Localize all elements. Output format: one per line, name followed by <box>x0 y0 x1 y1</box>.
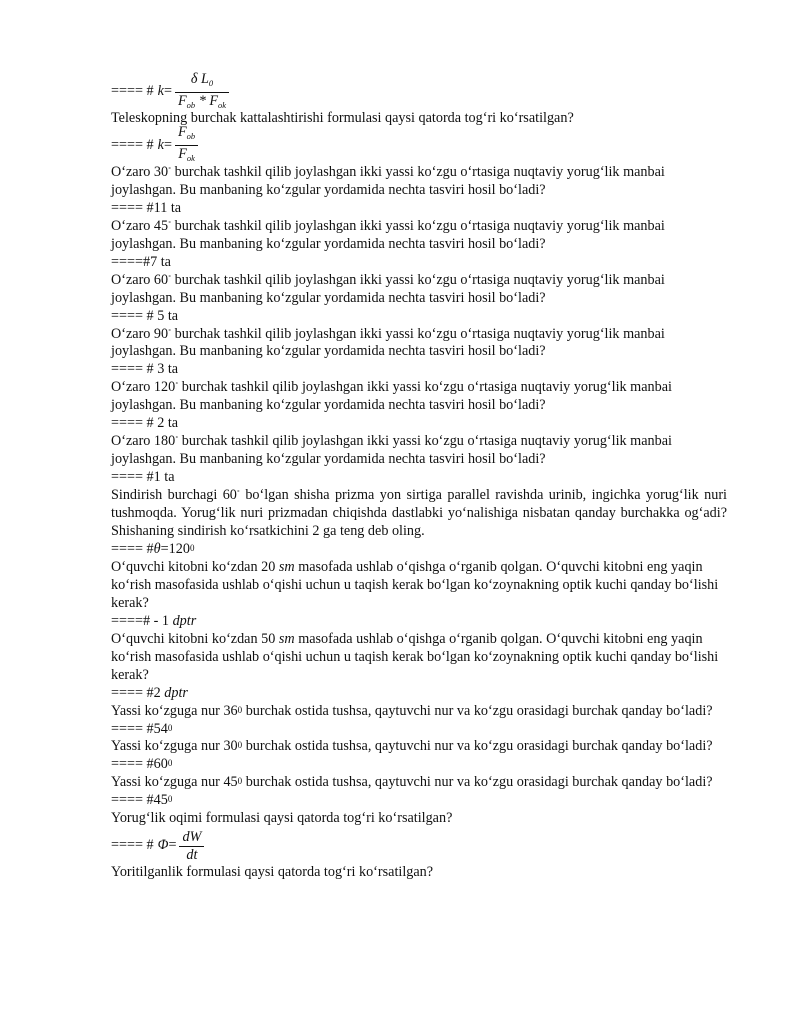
formula-answer-flux <box>111 828 727 864</box>
question-telescope: Teleskopning burchak kattalashtirishi formulasi qaysi qatorda tog‘ri ko‘rsatilgan? <box>111 110 574 126</box>
answer-line: ==== $\#60^0$ <box>111 756 173 773</box>
fraction-denominator: $F_{ob} * F_{ok}$ <box>177 92 227 110</box>
answer-line: ==== $\#54^0$ <box>111 720 173 737</box>
answer-line: ==== #11 ta <box>111 199 182 216</box>
equals-sign: = <box>163 83 172 100</box>
question-mirror: O‘zaro 180˚ burchak tashkil qilib joylashgan ikki yassi ko‘zgu o‘rtasiga nuqtaviy yorug‘lik manbai joylashgan. Bu manbaning ko‘zgular yordamida nechta tasviri hosil bo‘ladi? <box>111 433 672 468</box>
question-mirror: O‘zaro 45˚ burchak tashkil qilib joylashgan ikki yassi ko‘zgu o‘rtasiga nuqtaviy yorug‘lik manbai joylashgan. Bu manbaning ko‘zgular yordamida nechta tasviri hosil bo‘ladi? <box>111 217 665 252</box>
formula-variable: k <box>157 83 164 100</box>
question-glasses-1: O‘quvchi kitobni ko‘zdan 20 sm masofada ushlab o‘qishga o‘rganib qolgan. O‘quvchi kitobni eng yaqin ko‘rish masofasida ushlab o‘qishi uchun u taqish kerak bo‘lgan ko‘zoynakning optik kuchi qanday bo‘lishi kerak? <box>111 558 719 611</box>
formula-fraction <box>179 829 204 864</box>
question-glasses-2: O‘quvchi kitobni ko‘zdan 50 sm masofada ushlab o‘qishga o‘rganib qolgan. O‘quvchi kitobni eng yaqin ko‘rish masofasida ushlab o‘qishi uchun u taqish kerak bo‘lgan ko‘zoynakning optik kuchi qanday bo‘lishi kerak? <box>111 630 719 683</box>
reflection-questions <box>111 703 727 811</box>
equals-sign: = <box>163 136 172 153</box>
answer-marker: ==== # <box>111 136 154 153</box>
answer-prism: ==== $\#\theta=120^0$ <box>111 540 195 557</box>
answer-line: ==== $\#45^0$ <box>111 792 173 809</box>
formula-variable: Φ <box>157 837 169 854</box>
fraction-denominator: $F_{ok}$ <box>178 146 195 164</box>
answer-marker: ==== # <box>111 83 154 100</box>
formula-fraction <box>175 71 229 114</box>
question-reflection: Yassi ko‘zguga nur $30^0$ burchak ostida tushsa, qaytuvchi nur va ko‘zgu orasidagi burchak qanday bo‘ladi? <box>111 738 713 755</box>
answer-glasses-2: ==== #2 dptr <box>111 684 188 701</box>
answer-line: ==== # 5 ta <box>111 307 179 324</box>
question-flux: Yorug‘lik oqimi formulasi qaysi qatorda tog‘ri ko‘rsatilgan? <box>111 810 453 827</box>
question-mirror: O‘zaro 90˚ burchak tashkil qilib joylashgan ikki yassi ko‘zgu o‘rtasiga nuqtaviy yorug‘lik manbai joylashgan. Bu manbaning ko‘zgular yordamida nechta tasviri hosil bo‘ladi? <box>111 325 665 360</box>
answer-line: ====#7 ta <box>111 253 171 270</box>
formula-answer-1 <box>111 70 727 110</box>
formula-answer-2 <box>111 124 727 164</box>
answer-glasses-1: ====# - 1 dptr <box>111 612 197 629</box>
fraction-numerator: dW <box>179 829 204 847</box>
question-illuminance: Yoritilganlik formulasi qaysi qatorda tog‘ri ko‘rsatilgan? <box>111 864 434 881</box>
answer-line: ==== # 3 ta <box>111 361 179 378</box>
answer-line: ==== #1 ta <box>111 469 175 486</box>
question-reflection: Yassi ko‘zguga nur $36^0$ burchak ostida tushsa, qaytuvchi nur va ko‘zgu orasidagi burchak qanday bo‘ladi? <box>111 702 713 719</box>
question-mirror: O‘zaro 120˚ burchak tashkil qilib joylashgan ikki yassi ko‘zgu o‘rtasiga nuqtaviy yorug‘lik manbai joylashgan. Bu manbaning ko‘zgular yordamida nechta tasviri hosil bo‘ladi? <box>111 379 672 414</box>
document-page <box>111 70 727 882</box>
fraction-denominator: dt <box>186 846 198 863</box>
answer-marker: ==== # <box>111 837 154 854</box>
question-reflection: Yassi ko‘zguga nur $45^0$ burchak ostida tushsa, qaytuvchi nur va ko‘zgu orasidagi burchak qanday bo‘ladi? <box>111 774 713 791</box>
fraction-numerator: $F_{ob}$ <box>175 124 198 146</box>
answer-line: ==== # 2 ta <box>111 415 179 432</box>
question-prism: Sindirish burchagi 60˚ bo‘lgan shisha prizma yon sirtiga parallel ravishda urinib, ingichka yorug‘lik nuri tushmoqda. Yorug‘lik nuri prizmadan chiqishda dastlabki yo‘nalishiga nisbatan qanday burchakka og‘adi? Shishaning sindirish ko‘rsatkichini 2 ga teng deb oling. <box>111 487 727 540</box>
fraction-numerator: δ $L_0$ <box>175 71 229 93</box>
formula-variable: k <box>157 136 164 153</box>
equals-sign: = <box>168 837 177 854</box>
formula-fraction <box>175 124 198 167</box>
mirror-questions <box>111 164 727 487</box>
question-mirror: O‘zaro 30˚ burchak tashkil qilib joylashgan ikki yassi ko‘zgu o‘rtasiga nuqtaviy yorug‘lik manbai joylashgan. Bu manbaning ko‘zgular yordamida nechta tasviri hosil bo‘ladi? <box>111 163 665 198</box>
question-mirror: O‘zaro 60˚ burchak tashkil qilib joylashgan ikki yassi ko‘zgu o‘rtasiga nuqtaviy yorug‘lik manbai joylashgan. Bu manbaning ko‘zgular yordamida nechta tasviri hosil bo‘ladi? <box>111 271 665 306</box>
